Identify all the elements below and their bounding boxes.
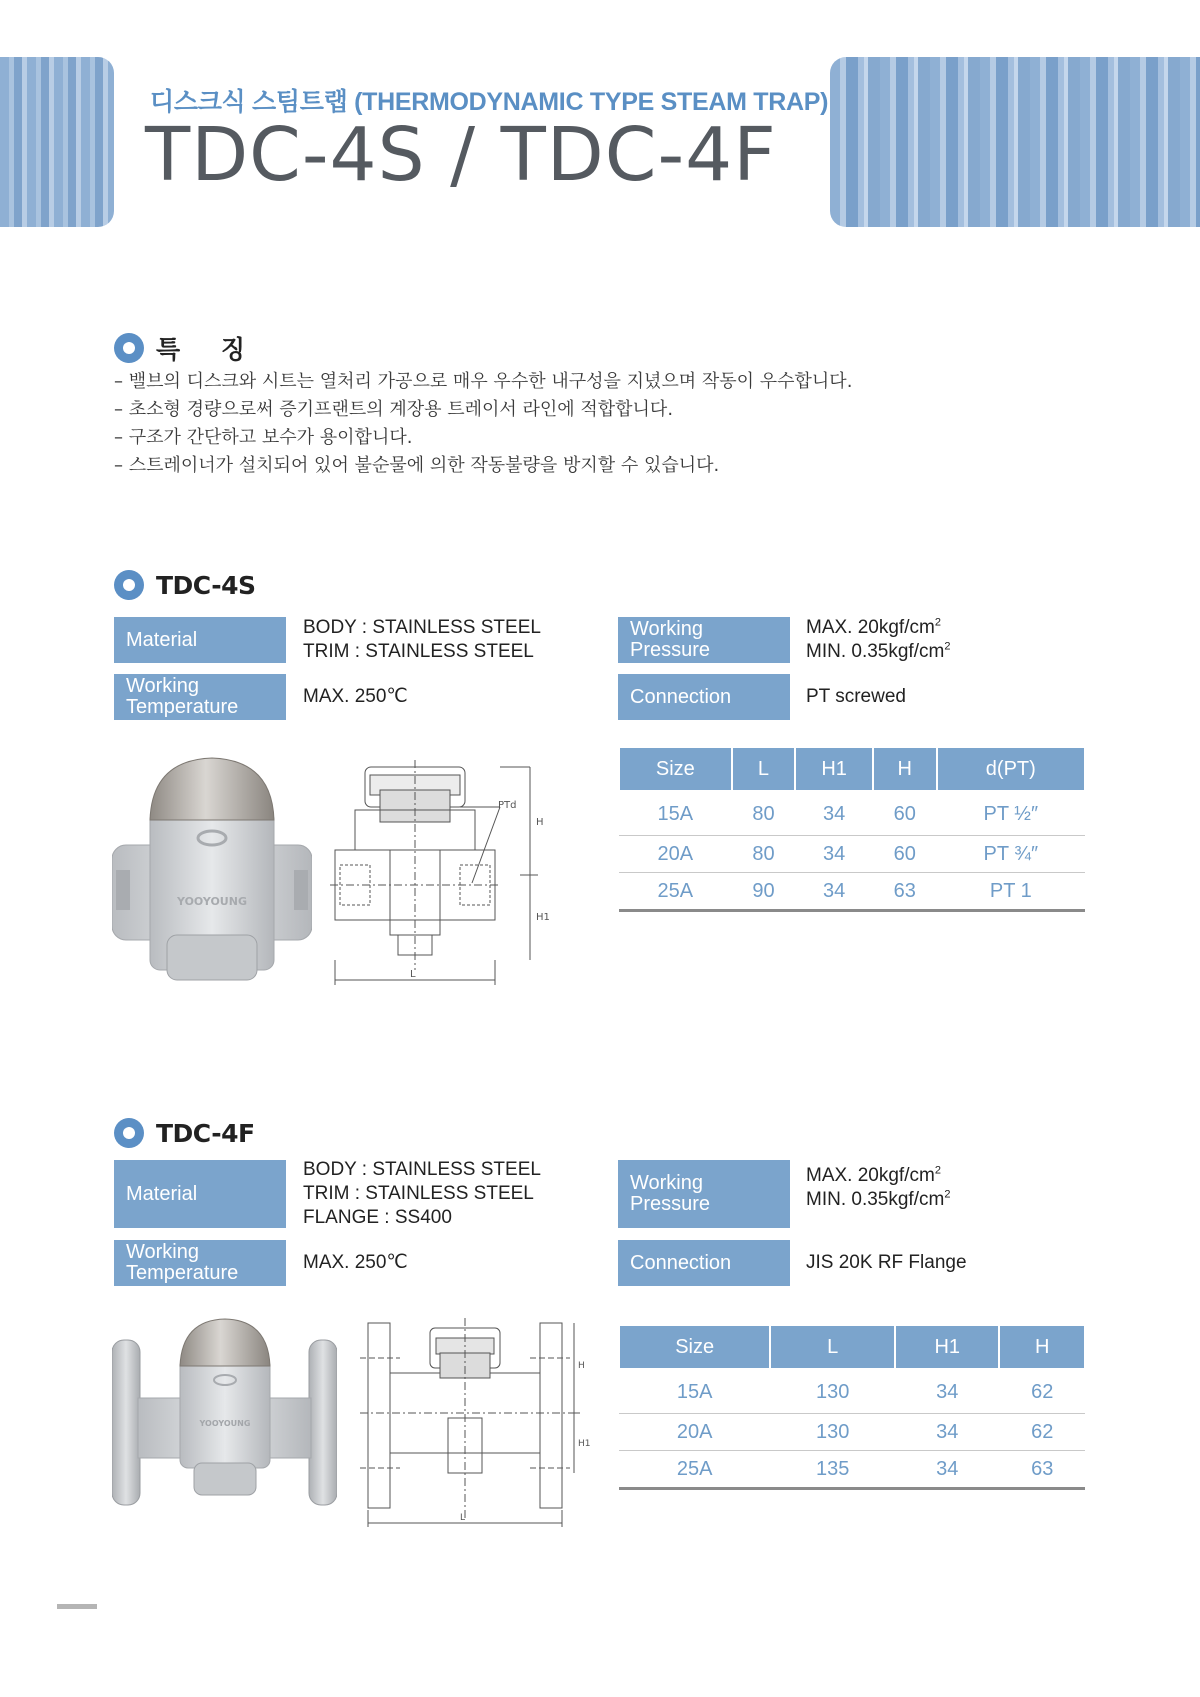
material-value: BODY : STAINLESS STEEL TRIM : STAINLESS STEEL xyxy=(303,617,541,662)
h-label: H xyxy=(536,817,544,828)
brand-embossing: YOOYOUNG xyxy=(199,1419,251,1428)
connection-value: JIS 20K RF Flange xyxy=(806,1252,967,1273)
table-header-row xyxy=(619,746,1085,790)
connection-label: Connection xyxy=(618,1240,790,1286)
material-label: Material xyxy=(114,617,286,663)
temperature-label: Working Temperature xyxy=(114,1240,286,1286)
feature-item: – 밸브의 디스크와 시트는 열처리 가공으로 매우 우수한 내구성을 지녔으며 작동이 우수합니다. xyxy=(114,368,852,396)
table-cell: 62 xyxy=(999,1414,1085,1451)
table-cell: 20A xyxy=(619,836,732,873)
table-row xyxy=(619,1368,1085,1414)
features-heading xyxy=(114,330,261,366)
l-label: L xyxy=(410,969,416,980)
table-cell: 15A xyxy=(619,1368,770,1414)
table-cell: 20A xyxy=(619,1414,770,1451)
product-title: TDC-4S / TDC-4F xyxy=(145,112,777,198)
table-cell: 34 xyxy=(895,1451,999,1489)
header-decoration-left xyxy=(0,57,114,227)
product-subtitle: 디스크식 스팀트랩 (THERMODYNAMIC TYPE STEAM TRAP) xyxy=(150,88,829,116)
h1-label: H1 xyxy=(536,912,550,923)
table-header-row xyxy=(619,1324,1085,1368)
table-cell: 63 xyxy=(999,1451,1085,1489)
tdc4s-dimension-table xyxy=(618,744,1086,912)
table-cell: 60 xyxy=(873,790,937,836)
page-marker xyxy=(57,1604,97,1609)
column-header: L xyxy=(732,746,796,790)
table-cell: 60 xyxy=(873,836,937,873)
table-cell: PT ¾″ xyxy=(937,836,1085,873)
table-cell: 34 xyxy=(895,1414,999,1451)
table-row xyxy=(619,1414,1085,1451)
table-cell: 34 xyxy=(895,1368,999,1414)
table-cell: PT 1 xyxy=(937,873,1085,911)
features-list xyxy=(114,368,852,480)
feature-item: – 초소형 경량으로써 증기프랜트의 계장용 트레이서 라인에 적합합니다. xyxy=(114,396,852,424)
bullet-icon xyxy=(114,570,144,600)
table-cell: 90 xyxy=(732,873,796,911)
table-cell: 63 xyxy=(873,873,937,911)
h1-label: H1 xyxy=(578,1439,591,1449)
features-title: 특 징 xyxy=(156,335,262,364)
pressure-value: MAX. $20kgf/cm^2$ MIN. $0.35kgf/cm^2$ xyxy=(806,1164,951,1210)
column-header: L xyxy=(770,1324,895,1368)
table-cell: 34 xyxy=(795,790,873,836)
table-cell: 135 xyxy=(770,1451,895,1489)
tdc4s-title: TDC-4S xyxy=(156,570,256,600)
table-row xyxy=(619,790,1085,836)
bullet-icon xyxy=(114,333,144,363)
pressure-value: MAX. $20kgf/cm^2$ MIN. $0.35kgf/cm^2$ xyxy=(806,616,951,662)
table-cell: 80 xyxy=(732,836,796,873)
ptd-label: PTd xyxy=(498,800,517,811)
pressure-label: Working Pressure xyxy=(618,1160,790,1228)
temperature-value: MAX. 250℃ xyxy=(303,1252,408,1273)
l-label: L xyxy=(460,1513,466,1523)
tdc4f-technical-drawing xyxy=(360,1318,600,1528)
tdc4f-dimension-table xyxy=(618,1322,1086,1490)
feature-item: – 스트레이너가 설치되어 있어 불순물에 의한 작동불량을 방지할 수 있습니다. xyxy=(114,452,852,480)
temperature-value: MAX. 250℃ xyxy=(303,686,408,707)
header-decoration-right xyxy=(830,57,1200,227)
table-row xyxy=(619,873,1085,911)
table-row xyxy=(619,836,1085,873)
temperature-label: Working Temperature xyxy=(114,674,286,720)
tdc4s-technical-drawing xyxy=(330,755,570,985)
table-cell: 25A xyxy=(619,873,732,911)
table-cell: 25A xyxy=(619,1451,770,1489)
table-cell: 130 xyxy=(770,1414,895,1451)
tdc4f-heading xyxy=(114,1118,255,1148)
column-header: Size xyxy=(619,746,732,790)
tdc4f-title: TDC-4F xyxy=(156,1118,255,1148)
table-cell: 15A xyxy=(619,790,732,836)
material-value: BODY : STAINLESS STEEL TRIM : STAINLESS STEEL FLANGE : SS400 xyxy=(303,1159,541,1228)
column-header: H xyxy=(999,1324,1085,1368)
column-header: H1 xyxy=(795,746,873,790)
column-header: Size xyxy=(619,1324,770,1368)
connection-value: PT screwed xyxy=(806,686,906,707)
pressure-label: Working Pressure xyxy=(618,617,790,663)
table-cell: 80 xyxy=(732,790,796,836)
tdc4s-product-photo xyxy=(112,750,312,985)
table-cell: PT ½″ xyxy=(937,790,1085,836)
h-label: H xyxy=(578,1361,585,1371)
column-header: H1 xyxy=(895,1324,999,1368)
table-cell: 130 xyxy=(770,1368,895,1414)
brand-embossing: YOOYOUNG xyxy=(177,895,247,908)
table-row xyxy=(619,1451,1085,1489)
table-cell: 34 xyxy=(795,873,873,911)
column-header: d(PT) xyxy=(937,746,1085,790)
table-cell: 34 xyxy=(795,836,873,873)
feature-item: – 구조가 간단하고 보수가 용이합니다. xyxy=(114,424,852,452)
column-header: H xyxy=(873,746,937,790)
connection-label: Connection xyxy=(618,674,790,720)
table-cell: 62 xyxy=(999,1368,1085,1414)
material-label: Material xyxy=(114,1160,286,1228)
tdc4f-product-photo xyxy=(112,1318,337,1508)
tdc4s-heading xyxy=(114,570,256,600)
bullet-icon xyxy=(114,1118,144,1148)
